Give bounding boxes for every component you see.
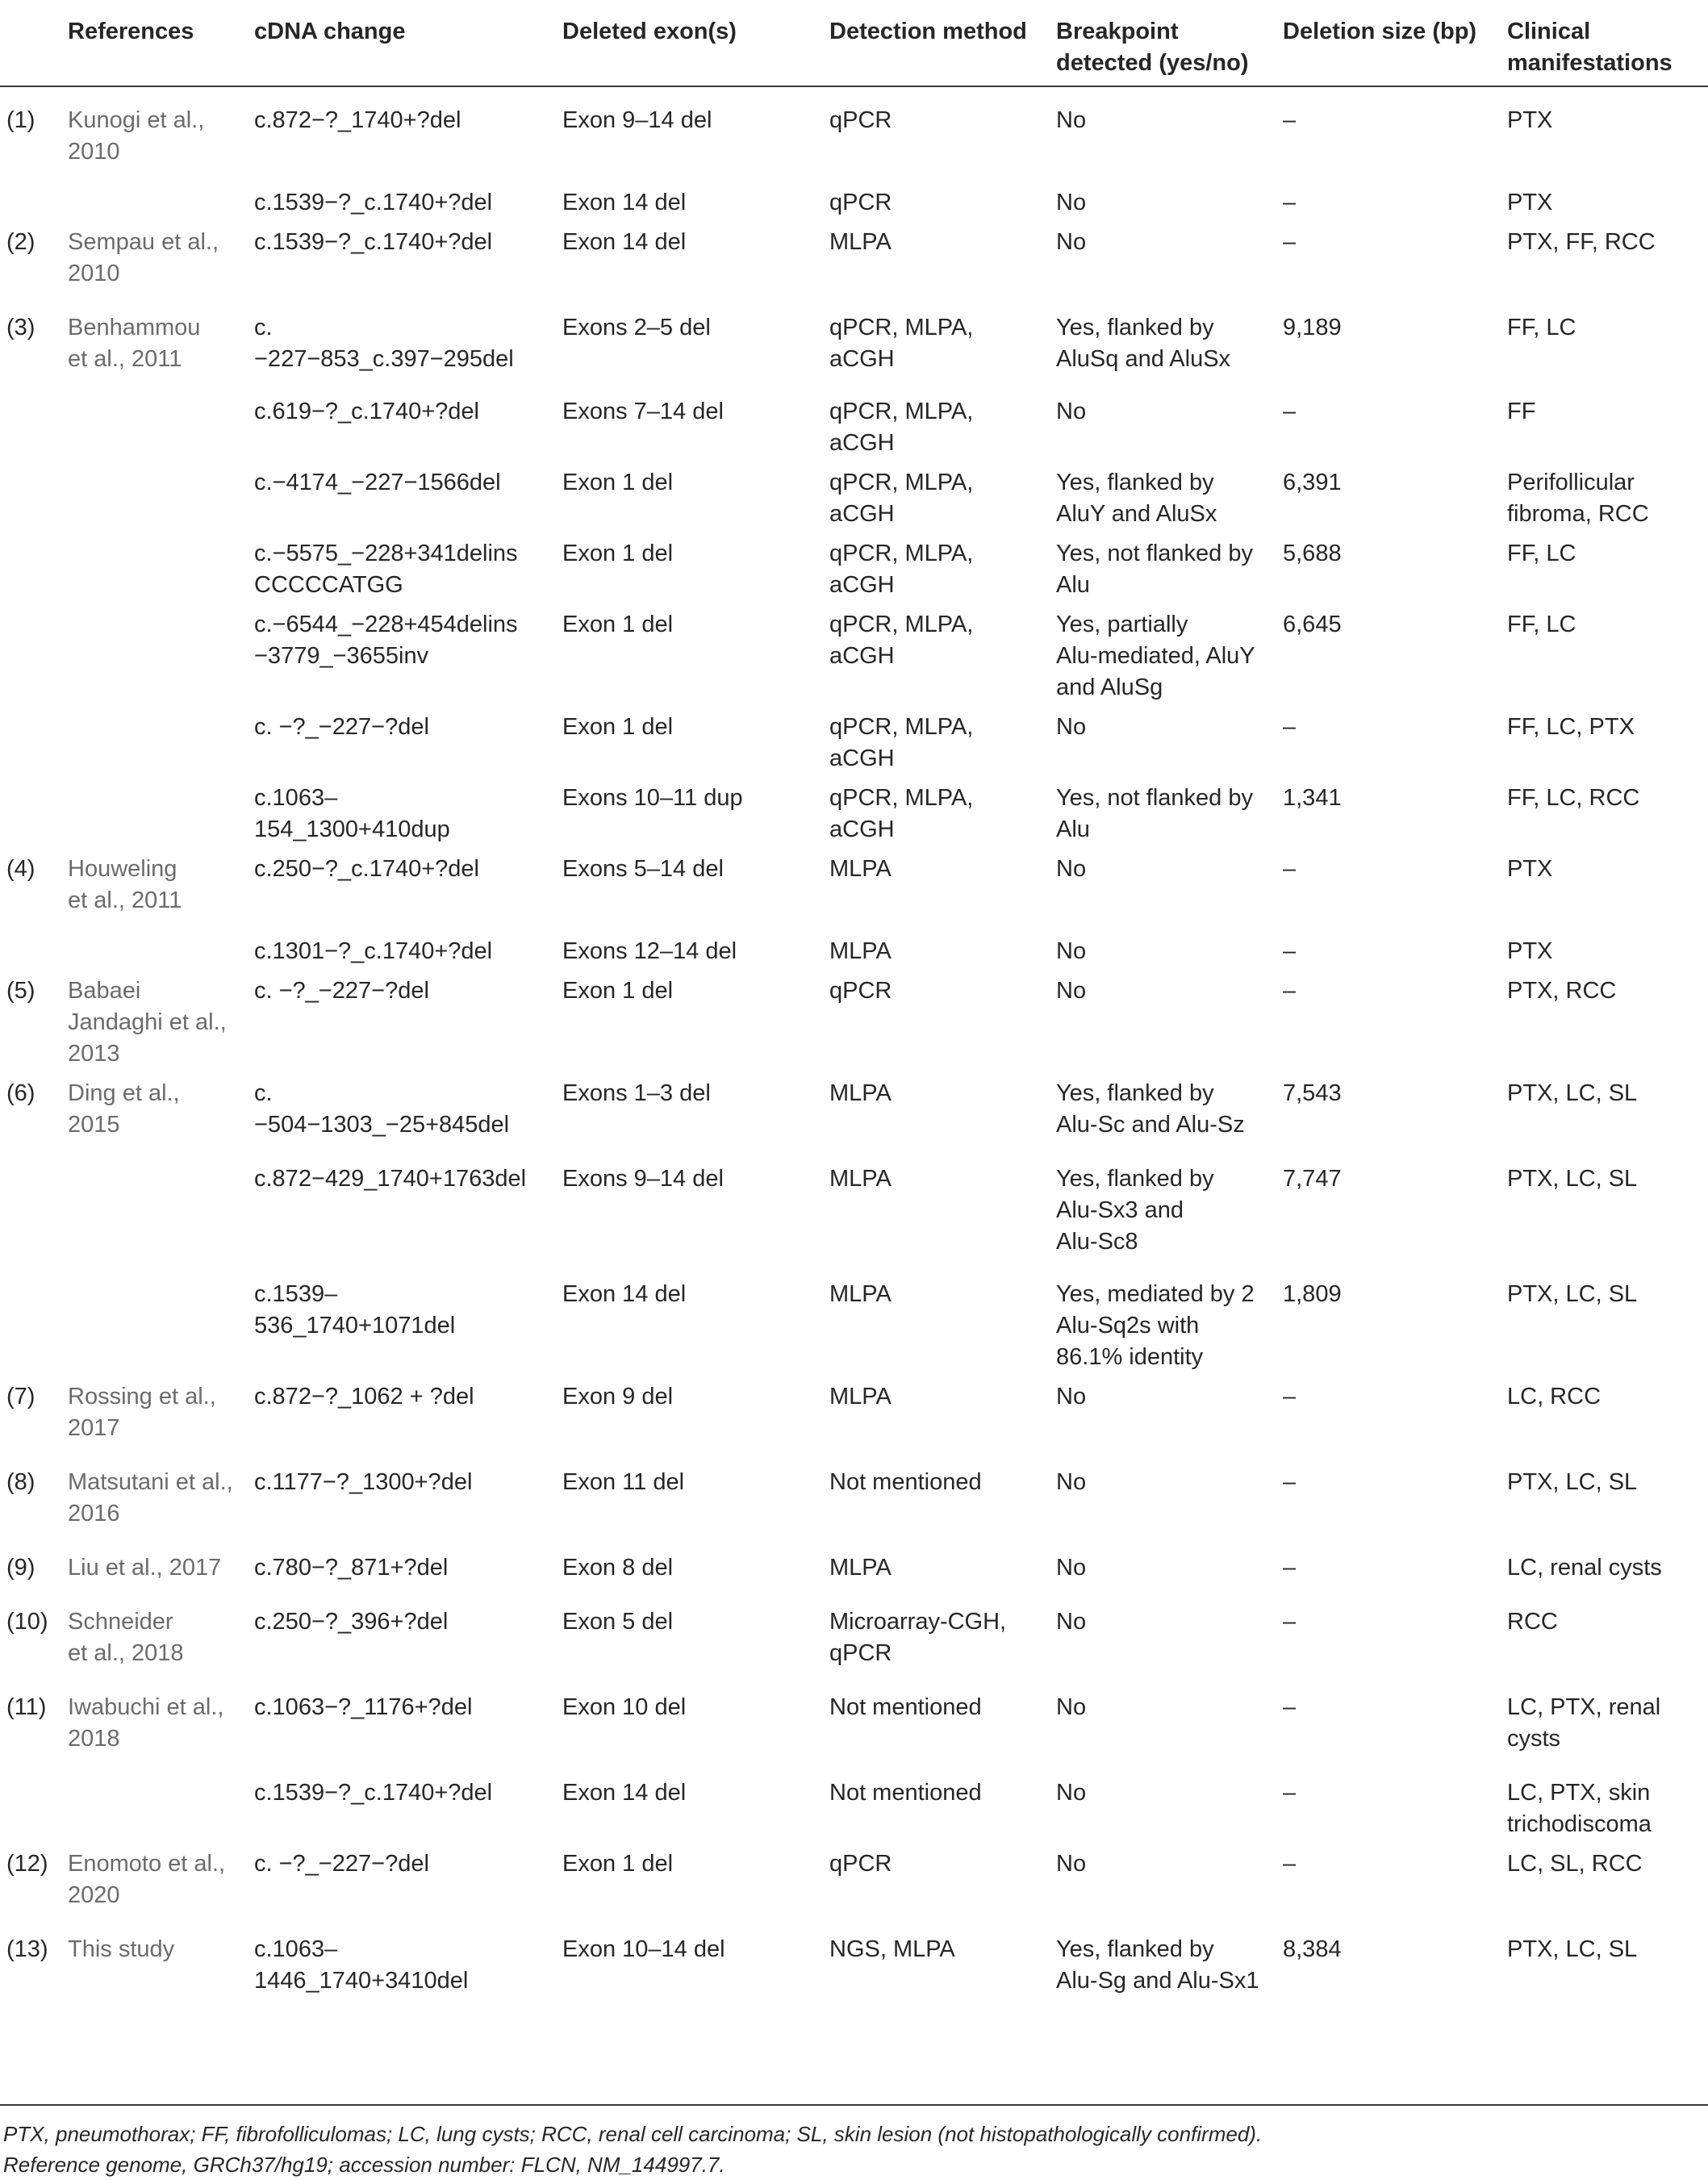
detection-method-cell: MLPA xyxy=(829,229,892,255)
reference-cell: Kunogi et al., 2010 xyxy=(68,107,205,165)
deletion-size-cell: 6,645 xyxy=(1283,612,1342,637)
detection-method-cell: qPCR, MLPA, aCGH xyxy=(829,612,974,669)
detection-method-cell: NGS, MLPA xyxy=(829,1936,955,1962)
row-number xyxy=(0,708,68,779)
table-body xyxy=(0,86,1708,2002)
header-deletion-size: Deletion size (bp) xyxy=(1283,0,1507,86)
cdna-change-cell: c. −?_−227−?del xyxy=(254,1851,429,1877)
row-number: (4) xyxy=(6,856,35,882)
deleted-exon-cell: Exons 7–14 del xyxy=(562,399,724,424)
deleted-exon-cell: Exon 14 del xyxy=(562,1281,687,1307)
detection-method-cell: qPCR, MLPA, aCGH xyxy=(829,541,974,598)
reference-cell xyxy=(68,464,254,535)
detection-method-cell: qPCR xyxy=(829,190,892,215)
table-row xyxy=(0,294,1708,380)
abbreviations-note: PTX, pneumothorax; FF, fibrofolliculomas; LC, lung cysts; RCC, renal cell carcinoma; SL, skin lesion (not histopathologically confirmed). xyxy=(3,2122,1263,2146)
detection-method-cell: qPCR xyxy=(829,107,892,133)
detection-method-cell: MLPA xyxy=(829,1384,892,1409)
row-number: (1) xyxy=(6,107,35,133)
row-number: (2) xyxy=(6,229,35,255)
clinical-cell: FF, LC, PTX xyxy=(1507,714,1635,740)
deletion-size-cell: – xyxy=(1283,714,1297,740)
deletion-size-cell: – xyxy=(1283,938,1297,964)
clinical-cell: LC, PTX, renal cysts xyxy=(1507,1694,1661,1752)
reference-cell xyxy=(68,535,254,606)
detection-method-cell: qPCR, MLPA, aCGH xyxy=(829,785,974,842)
detection-method-cell: MLPA xyxy=(829,938,892,964)
deleted-exon-cell: Exon 1 del xyxy=(562,612,674,637)
reference-cell xyxy=(68,1760,254,1845)
cdna-change-cell: c. −?_−227−?del xyxy=(254,714,429,740)
row-number xyxy=(0,173,68,223)
table-row xyxy=(0,606,1708,708)
deleted-exon-cell: Exons 9–14 del xyxy=(562,1166,724,1192)
deleted-exon-cell: Exon 14 del xyxy=(562,1780,687,1806)
deleted-exon-cell: Exon 14 del xyxy=(562,190,687,215)
clinical-cell: PTX, LC, SL xyxy=(1507,1281,1638,1307)
detection-method-cell: Microarray-CGH, qPCR xyxy=(829,1609,1007,1666)
clinical-cell: PTX, RCC xyxy=(1507,978,1617,1004)
clinical-cell: Perifollicular fibroma, RCC xyxy=(1507,470,1649,527)
reference-cell: Liu et al., 2017 xyxy=(68,1555,222,1581)
breakpoint-cell: Yes, not flanked by Alu xyxy=(1056,541,1253,598)
table-row xyxy=(0,1075,1708,1146)
breakpoint-cell: Yes, flanked by Alu-Sg and Alu-Sx1 xyxy=(1056,1936,1259,1994)
cdna-change-cell: c.1539−?_c.1740+?del xyxy=(254,229,493,255)
deletion-size-cell: 8,384 xyxy=(1283,1936,1342,1962)
detection-method-cell: Not mentioned xyxy=(829,1469,982,1495)
deletion-size-cell: – xyxy=(1283,1609,1297,1635)
deletion-size-cell: 7,747 xyxy=(1283,1166,1342,1192)
detection-method-cell: MLPA xyxy=(829,856,892,882)
deletion-size-cell: – xyxy=(1283,1780,1297,1806)
table-row xyxy=(0,380,1708,464)
cdna-change-cell: c.1063– 1446_1740+3410del xyxy=(254,1936,469,1994)
cdna-change-cell: c.1539– 536_1740+1071del xyxy=(254,1281,456,1338)
reference-cell: Rossing et al., 2017 xyxy=(68,1384,216,1441)
row-number: (8) xyxy=(6,1469,35,1495)
table-row xyxy=(0,1760,1708,1845)
breakpoint-cell: No xyxy=(1056,1780,1087,1806)
reference-cell: Iwabuchi et al., 2018 xyxy=(68,1694,224,1752)
cdna-change-cell: c.1177−?_1300+?del xyxy=(254,1469,473,1495)
breakpoint-cell: No xyxy=(1056,190,1087,215)
breakpoint-cell: No xyxy=(1056,1851,1087,1877)
row-number xyxy=(0,1760,68,1845)
row-number xyxy=(0,921,68,972)
table-row xyxy=(0,1146,1708,1263)
breakpoint-cell: No xyxy=(1056,978,1087,1004)
detection-method-cell: qPCR, MLPA, aCGH xyxy=(829,714,974,771)
table-row xyxy=(0,1449,1708,1535)
table-row xyxy=(0,850,1708,921)
table-row xyxy=(0,535,1708,606)
row-number: (5) xyxy=(6,978,35,1004)
cdna-change-cell: c.872−?_1062 + ?del xyxy=(254,1384,474,1409)
table-row xyxy=(0,972,1708,1075)
table-row xyxy=(0,464,1708,535)
reference-cell: This study xyxy=(68,1936,175,1962)
cdna-change-cell: c.250−?_396+?del xyxy=(254,1609,449,1635)
row-number xyxy=(0,380,68,464)
row-number: (13) xyxy=(6,1936,48,1962)
header-clinical-manifestations: Clinical manifestations xyxy=(1507,0,1708,86)
deletion-size-cell: 5,688 xyxy=(1283,541,1342,566)
reference-cell xyxy=(68,708,254,779)
header-row xyxy=(0,0,1708,86)
table-row xyxy=(0,1845,1708,1916)
deleted-exon-cell: Exon 1 del xyxy=(562,470,674,495)
header-cdna-change: cDNA change xyxy=(254,0,562,86)
table-row xyxy=(0,1263,1708,1378)
reference-cell: Schneider et al., 2018 xyxy=(68,1609,184,1666)
breakpoint-cell: No xyxy=(1056,1694,1087,1720)
breakpoint-cell: Yes, partially Alu-mediated, AluY and AluSg xyxy=(1056,612,1255,700)
table-row xyxy=(0,921,1708,972)
deletion-size-cell: – xyxy=(1283,1555,1297,1581)
deletion-size-cell: 1,341 xyxy=(1283,785,1342,811)
breakpoint-cell: Yes, mediated by 2 Alu-Sq2s with 86.1% identity xyxy=(1056,1281,1255,1370)
detection-method-cell: qPCR, MLPA, aCGH xyxy=(829,399,974,456)
header-references: References xyxy=(68,0,254,86)
clinical-cell: PTX xyxy=(1507,190,1553,215)
breakpoint-cell: Yes, flanked by AluY and AluSx xyxy=(1056,470,1217,527)
table-row xyxy=(0,173,1708,223)
clinical-cell: FF, LC, RCC xyxy=(1507,785,1640,811)
row-number xyxy=(0,1263,68,1378)
breakpoint-cell: No xyxy=(1056,938,1087,964)
reference-cell: Sempau et al., 2010 xyxy=(68,229,219,286)
breakpoint-cell: Yes, flanked by AluSq and AluSx xyxy=(1056,315,1231,372)
clinical-cell: PTX, FF, RCC xyxy=(1507,229,1656,255)
table-row xyxy=(0,1535,1708,1589)
table-row xyxy=(0,779,1708,850)
cdna-change-cell: c.872−429_1740+1763del xyxy=(254,1166,527,1192)
clinical-cell: LC, PTX, skin trichodiscoma xyxy=(1507,1780,1652,1837)
table-row xyxy=(0,708,1708,779)
cdna-change-cell: c.−4174_−227−1566del xyxy=(254,470,501,495)
detection-method-cell: Not mentioned xyxy=(829,1780,982,1806)
cdna-change-cell: c.1539−?_c.1740+?del xyxy=(254,1780,493,1806)
table-row xyxy=(0,1589,1708,1674)
row-number xyxy=(0,464,68,535)
reference-cell xyxy=(68,606,254,708)
deletion-size-cell: – xyxy=(1283,190,1297,215)
deleted-exon-cell: Exon 10–14 del xyxy=(562,1936,725,1962)
deleted-exon-cell: Exon 1 del xyxy=(562,541,674,566)
table-footnotes xyxy=(0,2104,1708,2180)
deleted-exon-cell: Exon 1 del xyxy=(562,1851,674,1877)
row-number xyxy=(0,535,68,606)
clinical-cell: PTX xyxy=(1507,856,1553,882)
reference-cell: Benhammou et al., 2011 xyxy=(68,315,201,372)
reference-cell: Babaei Jandaghi et al., 2013 xyxy=(68,978,227,1067)
deleted-exon-cell: Exons 1–3 del xyxy=(562,1080,711,1106)
row-number: (3) xyxy=(6,315,35,340)
deleted-exon-cell: Exon 9 del xyxy=(562,1384,674,1409)
detection-method-cell: qPCR, MLPA, aCGH xyxy=(829,315,974,372)
detection-method-cell: Not mentioned xyxy=(829,1694,982,1720)
breakpoint-cell: Yes, not flanked by Alu xyxy=(1056,785,1253,842)
row-number: (7) xyxy=(6,1384,35,1409)
deletion-size-cell: – xyxy=(1283,1851,1297,1877)
clinical-cell: FF, LC xyxy=(1507,612,1576,637)
detection-method-cell: MLPA xyxy=(829,1166,892,1192)
detection-method-cell: MLPA xyxy=(829,1555,892,1581)
row-number xyxy=(0,606,68,708)
cdna-change-cell: c.780−?_871+?del xyxy=(254,1555,449,1581)
breakpoint-cell: No xyxy=(1056,1609,1087,1635)
deletion-size-cell: – xyxy=(1283,229,1297,255)
table-row xyxy=(0,223,1708,294)
header-deleted-exons: Deleted exon(s) xyxy=(562,0,829,86)
deletion-size-cell: – xyxy=(1283,1384,1297,1409)
deleted-exon-cell: Exon 5 del xyxy=(562,1609,674,1635)
cdna-change-cell: c.1539−?_c.1740+?del xyxy=(254,190,493,215)
deletion-size-cell: 7,543 xyxy=(1283,1080,1342,1106)
reference-cell xyxy=(68,779,254,850)
breakpoint-cell: Yes, flanked by Alu-Sc and Alu-Sz xyxy=(1056,1080,1245,1138)
cdna-change-cell: c.872−?_1740+?del xyxy=(254,107,461,133)
cdna-change-cell: c.1063−?_1176+?del xyxy=(254,1694,473,1720)
row-number: (12) xyxy=(6,1851,48,1877)
breakpoint-cell: No xyxy=(1056,856,1087,882)
row-number: (6) xyxy=(6,1080,35,1106)
breakpoint-cell: No xyxy=(1056,1384,1087,1409)
reference-cell xyxy=(68,1263,254,1378)
deleted-exon-cell: Exon 11 del xyxy=(562,1469,685,1495)
header-detection-method: Detection method xyxy=(829,0,1056,86)
table-row xyxy=(0,1916,1708,2002)
detection-method-cell: MLPA xyxy=(829,1080,892,1106)
detection-method-cell: qPCR, MLPA, aCGH xyxy=(829,470,974,527)
row-number: (10) xyxy=(6,1609,48,1635)
cdna-change-cell: c. −227−853_c.397−295del xyxy=(254,315,514,372)
deleted-exon-cell: Exons 10–11 dup xyxy=(562,785,743,811)
detection-method-cell: MLPA xyxy=(829,1281,892,1307)
clinical-cell: PTX xyxy=(1507,107,1553,133)
clinical-cell: LC, SL, RCC xyxy=(1507,1851,1643,1877)
cdna-change-cell: c.−5575_−228+341delins CCCCCATGG xyxy=(254,541,518,598)
clinical-cell: FF xyxy=(1507,399,1536,424)
deleted-exon-cell: Exons 5–14 del xyxy=(562,856,724,882)
clinical-cell: PTX xyxy=(1507,938,1553,964)
deletion-size-cell: 6,391 xyxy=(1283,470,1342,495)
clinical-cell: LC, renal cysts xyxy=(1507,1555,1662,1581)
clinical-cell: PTX, LC, SL xyxy=(1507,1166,1638,1192)
table-row xyxy=(0,1674,1708,1760)
reference-genome-note: Reference genome, GRCh37/hg19; accession number: FLCN, NM_144997.7. xyxy=(3,2153,725,2177)
clinical-cell: FF, LC xyxy=(1507,315,1576,340)
row-number: (11) xyxy=(6,1694,47,1720)
deletion-size-cell: – xyxy=(1283,1694,1297,1720)
breakpoint-cell: No xyxy=(1056,1555,1087,1581)
reference-cell: Houweling et al., 2011 xyxy=(68,856,182,913)
breakpoint-cell: No xyxy=(1056,107,1087,133)
reference-cell: Ding et al., 2015 xyxy=(68,1080,180,1138)
cdna-change-cell: c. −?_−227−?del xyxy=(254,978,429,1004)
clinical-cell: PTX, LC, SL xyxy=(1507,1936,1638,1962)
deleted-exon-cell: Exon 1 del xyxy=(562,978,674,1004)
reference-cell xyxy=(68,921,254,972)
reference-cell xyxy=(68,380,254,464)
row-number: (9) xyxy=(6,1555,35,1581)
table-row xyxy=(0,86,1708,173)
breakpoint-cell: No xyxy=(1056,714,1087,740)
cdna-change-cell: c.−6544_−228+454delins −3779_−3655inv xyxy=(254,612,518,669)
deletion-size-cell: – xyxy=(1283,856,1297,882)
clinical-cell: PTX, LC, SL xyxy=(1507,1080,1638,1106)
cdna-change-cell: c.1301−?_c.1740+?del xyxy=(254,938,493,964)
row-number xyxy=(0,1146,68,1263)
cdna-change-cell: c. −504−1303_−25+845del xyxy=(254,1080,510,1138)
breakpoint-cell: No xyxy=(1056,1469,1087,1495)
deleted-exon-cell: Exons 2–5 del xyxy=(562,315,711,340)
header-number xyxy=(0,0,68,86)
detection-method-cell: qPCR xyxy=(829,1851,892,1877)
header-breakpoint-detected: Breakpoint detected (yes/no) xyxy=(1056,0,1283,86)
deletion-size-cell: 9,189 xyxy=(1283,315,1342,340)
cdna-change-cell: c.1063– 154_1300+410dup xyxy=(254,785,450,842)
deletion-size-cell: – xyxy=(1283,107,1297,133)
deleted-exon-cell: Exons 12–14 del xyxy=(562,938,737,964)
clinical-cell: RCC xyxy=(1507,1609,1558,1635)
deleted-exon-cell: Exon 14 del xyxy=(562,229,687,255)
row-number xyxy=(0,779,68,850)
clinical-cell: FF, LC xyxy=(1507,541,1576,566)
deleted-exon-cell: Exon 9–14 del xyxy=(562,107,712,133)
reference-cell xyxy=(68,1146,254,1263)
clinical-cell: LC, RCC xyxy=(1507,1384,1602,1409)
deleted-exon-cell: Exon 1 del xyxy=(562,714,674,740)
deletion-size-cell: – xyxy=(1283,399,1297,424)
reference-cell xyxy=(68,173,254,223)
deleted-exon-cell: Exon 8 del xyxy=(562,1555,674,1581)
deletion-size-cell: – xyxy=(1283,978,1297,1004)
reference-cell: Matsutani et al., 2016 xyxy=(68,1469,233,1526)
breakpoint-cell: No xyxy=(1056,229,1087,255)
breakpoint-cell: No xyxy=(1056,399,1087,424)
deletion-size-cell: – xyxy=(1283,1469,1297,1495)
detection-method-cell: qPCR xyxy=(829,978,892,1004)
breakpoint-cell: Yes, flanked by Alu-Sx3 and Alu-Sc8 xyxy=(1056,1166,1214,1255)
deleted-exon-cell: Exon 10 del xyxy=(562,1694,687,1720)
clinical-cell: PTX, LC, SL xyxy=(1507,1469,1638,1495)
table-row xyxy=(0,1378,1708,1449)
cdna-change-cell: c.619−?_c.1740+?del xyxy=(254,399,479,424)
deletion-size-cell: 1,809 xyxy=(1283,1281,1342,1307)
reference-cell: Enomoto et al., 2020 xyxy=(68,1851,226,1908)
cdna-change-cell: c.250−?_c.1740+?del xyxy=(254,856,479,882)
